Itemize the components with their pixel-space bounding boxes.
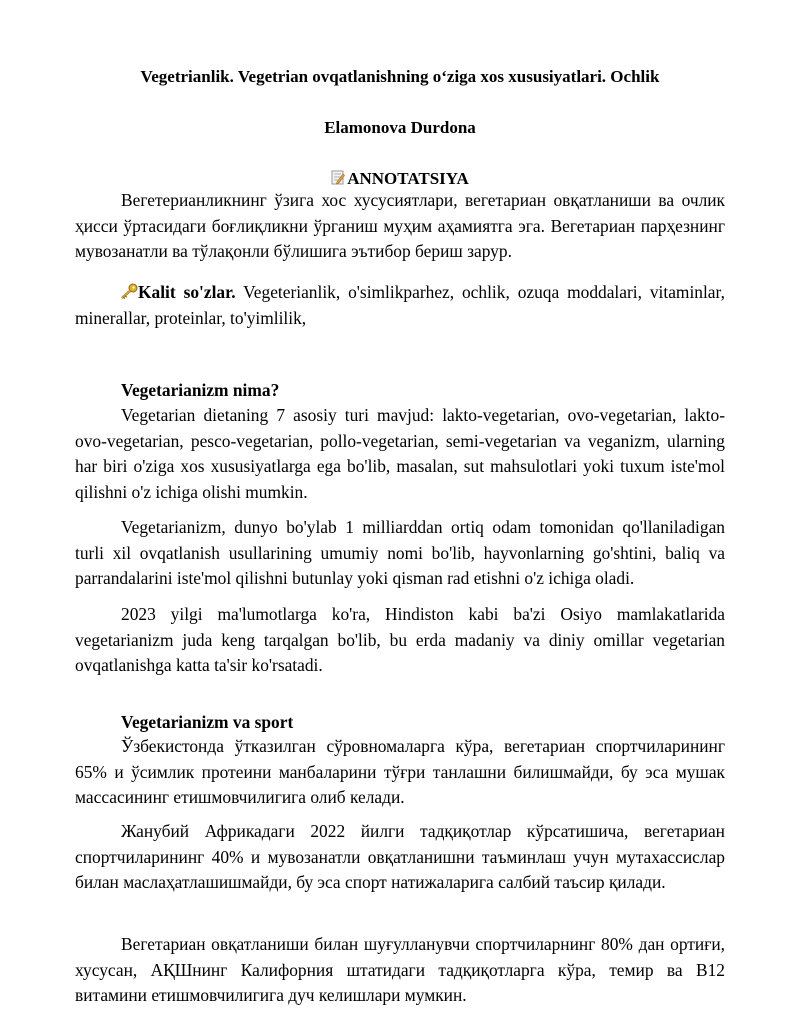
- section1-paragraph-1: Vegetarian dietaning 7 asosiy turi mavjud: lakto-vegetarian, ovo-vegetarian, lakto-ovo-vegetarian, pesco-vegetarian, pollo-vegetarian, semi-vegetarian va veganizm, ularning har biri o'ziga xos xususiyatlarga ega bo'lib, masalan, sut mahsulotlari yoki tuxum iste'mol qilishni o'z ichiga olishi mumkin.: [75, 405, 725, 502]
- annotation-text: Вегетерианликнинг ўзига хос хусусиятлари, вегетариан овқатланиши ва очлик ҳисси ўртасидаги боғлиқликни ўрганиш муҳим аҳамиятга эга. Вегетариан парҳезнинг мувозанатли ва тўлақонли бўлишига эътибор бериш зарур.: [75, 190, 725, 261]
- key-icon: [120, 283, 138, 299]
- paper-title: Vegetrianlik. Vegetrian ovqatlanishning o‘ziga xos xususiyatlari. Ochlik: [140, 67, 660, 86]
- section2-paragraph-1: Ўзбекистонда ўтказилган сўровномаларга кўра, вегетариан спортчиларининг 65% и ўсимлик протеини манбаларини тўғри танлашни билишмайди, бу эса мушак массасининг етишмовчилигига олиб келади.: [75, 736, 725, 807]
- keywords-text: Vegeterianlik, o'simlikparhez, ochlik, ozuqa moddalari, vitaminlar, minerallar, proteinlar, to'yimlilik,: [75, 282, 725, 328]
- keywords-label: Kalit so'zlar.: [138, 282, 236, 302]
- memo-icon: [331, 170, 345, 185]
- section2-paragraph-2: Жанубий Африкадаги 2022 йилги тадқиқотлар кўрсатишича, вегетариан спортчиларининг 40% и мувозанатли овқатланишни таъминлаш учун мутахассислар билан маслаҳатлашишмайди, бу эса спорт натижаларига салбий таъсир қилади.: [75, 821, 725, 892]
- author-name: Elamonova Durdona: [324, 118, 476, 137]
- keywords-paragraph: [75, 280, 725, 331]
- section1-paragraph-2: Vegetarianizm, dunyo bo'ylab 1 milliarddan ortiq odam tomonidan qo'llaniladigan turli xil ovqatlanish usullarining umumiy nomi bo'lib, hayvonlarning go'shtini, baliq va parrandalarini iste'mol qilishni butunlay yoki qisman rad etishni o'z ichiga oladi.: [75, 517, 725, 588]
- annotation-heading-text: ANNOTATSIYA: [347, 169, 469, 188]
- section-heading-vegetarianizm-va-sport: Vegetarianizm va sport: [121, 712, 294, 732]
- section1-paragraph-3: 2023 yilgi ma'lumotlarga ko'ra, Hindiston kabi ba'zi Osiyo mamlakatlarida vegetarianizm juda keng tarqalgan bo'lib, bu erda madaniy va diniy omillar vegetarian ovqatlanishga katta ta'sir ko'rsatadi.: [75, 604, 725, 675]
- section-heading-vegetarianizm-nima: Vegetarianizm nima?: [121, 380, 280, 400]
- section2-paragraph-3: Вегетариан овқатланиши билан шуғулланувчи спортчиларнинг 80% дан ортиғи, хусусан, АҚШнинг Калифорния штатидаги тадқиқотларга кўра, темир ва B12 витамини етишмовчилигига дуч келишлари мумкин.: [75, 934, 725, 1005]
